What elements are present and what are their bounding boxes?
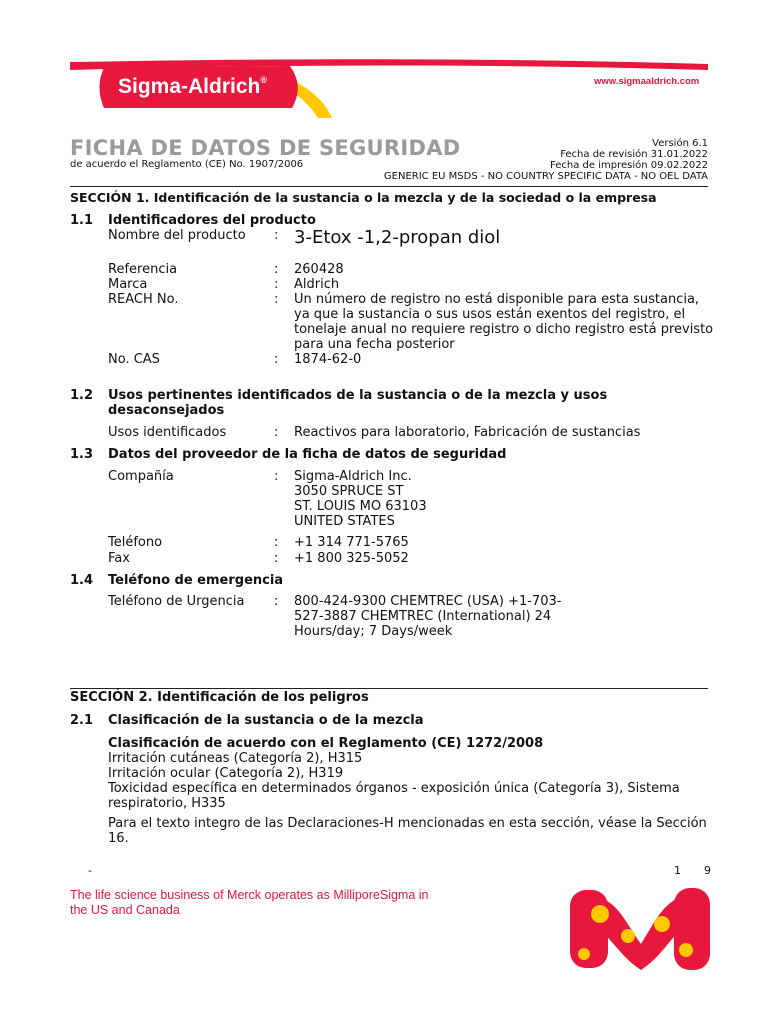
reach-line: para una fecha posterior [294,337,455,352]
s14-title: Teléfono de emergencia [108,573,284,588]
merck-logo-icon [566,884,716,984]
revision-date: Fecha de revisión 31.01.2022 [560,149,708,160]
s21-num: 2.1 [70,713,94,728]
print-date: Fecha de impresión 09.02.2022 [550,160,708,171]
colon: : [274,262,279,277]
fax-label: Fax [108,551,130,566]
doc-title: FICHA DE DATOS DE SEGURIDAD [70,136,461,160]
section2-divider [70,688,708,689]
emergency-label: Teléfono de Urgencia [108,594,245,609]
s12-num: 1.2 [70,388,94,403]
classification-line: Toxicidad específica en determinados órganos - exposición única (Categoría 3), Sistema [108,781,680,796]
s12-title-line: Usos pertinentes identificados de la sustancia o de la mezcla y usos [108,388,608,403]
company-label: Compañía [108,469,174,484]
company-line: Sigma-Aldrich Inc. [294,469,412,484]
uses: Reactivos para laboratorio, Fabricación de sustancias [294,425,641,440]
brand-swoosh [0,0,768,130]
fax: +1 800 325-5052 [294,551,409,566]
emergency-phone [294,594,561,639]
logo-text: Sigma-Aldrich® [118,75,267,98]
company-address [294,469,427,529]
colon: : [274,277,279,292]
colon: : [274,425,279,440]
merck-note [70,888,429,918]
phone-label: Teléfono [108,535,163,550]
s21-title: Clasificación de la sustancia o de la mezcla [108,713,424,728]
cas-number: 1874-62-0 [294,352,362,367]
emergency-line: Hours/day; 7 Days/week [294,624,453,639]
classification-title: Clasificación de acuerdo con el Reglamento (CE) 1272/2008 [108,736,544,751]
section2-title: SECCIÓN 2. Identificación de los peligros [70,690,369,705]
reach-line: tonelaje anual no requiere registro o dicho registro está previsto [294,322,714,337]
merck-line: The life science business of Merck operates as MilliporeSigma in [70,888,429,902]
reach-line: Un número de registro no está disponible para esta sustancia, [294,292,700,307]
classification-line: Irritación ocular (Categoría 2), H319 [108,766,344,781]
reach-text [294,292,713,352]
reference: 260428 [294,262,344,277]
uses-label: Usos identificados [108,425,227,440]
product-name: 3-Etox -1,2-propan diol [294,227,501,248]
reference-label: Referencia [108,262,178,277]
version: Versión 6.1 [652,138,708,149]
classification-line: Irritación cutáneas (Categoría 2), H315 [108,751,363,766]
cas-label: No. CAS [108,352,160,367]
section1-title: SECCIÓN 1. Identificación de la sustancia o la mezcla y de la sociedad o la empresa [70,190,657,205]
note-line: Para el texto integro de las Declaraciones-H mencionadas en esta sección, véase la Sección [108,816,707,831]
s11-num: 1.1 [70,213,94,228]
page-total: 9 [704,864,711,877]
emergency-line: 800-424-9300 CHEMTREC (USA) +1-703- [294,594,562,609]
s11-title: Identificadores del producto [108,213,316,228]
phone[interactable]: +1 314 771-5765 [294,535,409,550]
classification-line: respiratorio, H335 [108,796,226,811]
colon: : [274,228,279,243]
s12-title-line: desaconsejados [108,403,225,418]
product-name-label: Nombre del producto [108,228,246,243]
s13-num: 1.3 [70,447,94,462]
colon: : [274,535,279,550]
colon: : [274,292,279,307]
website-link[interactable]: www.sigmaaldrich.com [594,76,700,87]
h-statement-note [108,816,707,846]
colon: : [274,551,279,566]
doc-meta [384,138,708,182]
colon: : [274,594,279,609]
brand: Aldrich [294,277,340,292]
s12-title [108,388,607,418]
reach-line: ya que la sustancia o sus usos están exentos del registro, el [294,307,686,322]
section1-divider [70,186,708,187]
company-line: ST. LOUIS MO 63103 [294,499,427,514]
generic-note: GENERIC EU MSDS - NO COUNTRY SPECIFIC DATA - NO OEL DATA [383,171,708,182]
reach-label: REACH No. [108,292,179,307]
note-line: 16. [108,831,129,846]
page-number: 1 [674,864,681,877]
emergency-line: 527-3887 CHEMTREC (International) 24 [294,609,552,624]
company-line: UNITED STATES [294,514,395,529]
merck-line: the US and Canada [70,903,180,917]
brand-label: Marca [108,277,148,292]
colon: : [274,352,279,367]
classification-list [108,751,680,811]
colon: : [274,469,279,484]
doc-subtitle: de acuerdo el Reglamento (CE) No. 1907/2006 [70,159,304,170]
s13-title: Datos del proveedor de la ficha de datos de seguridad [108,447,507,462]
company-line: 3050 SPRUCE ST [294,484,404,499]
footer-dash: - [88,864,92,877]
s14-num: 1.4 [70,573,94,588]
